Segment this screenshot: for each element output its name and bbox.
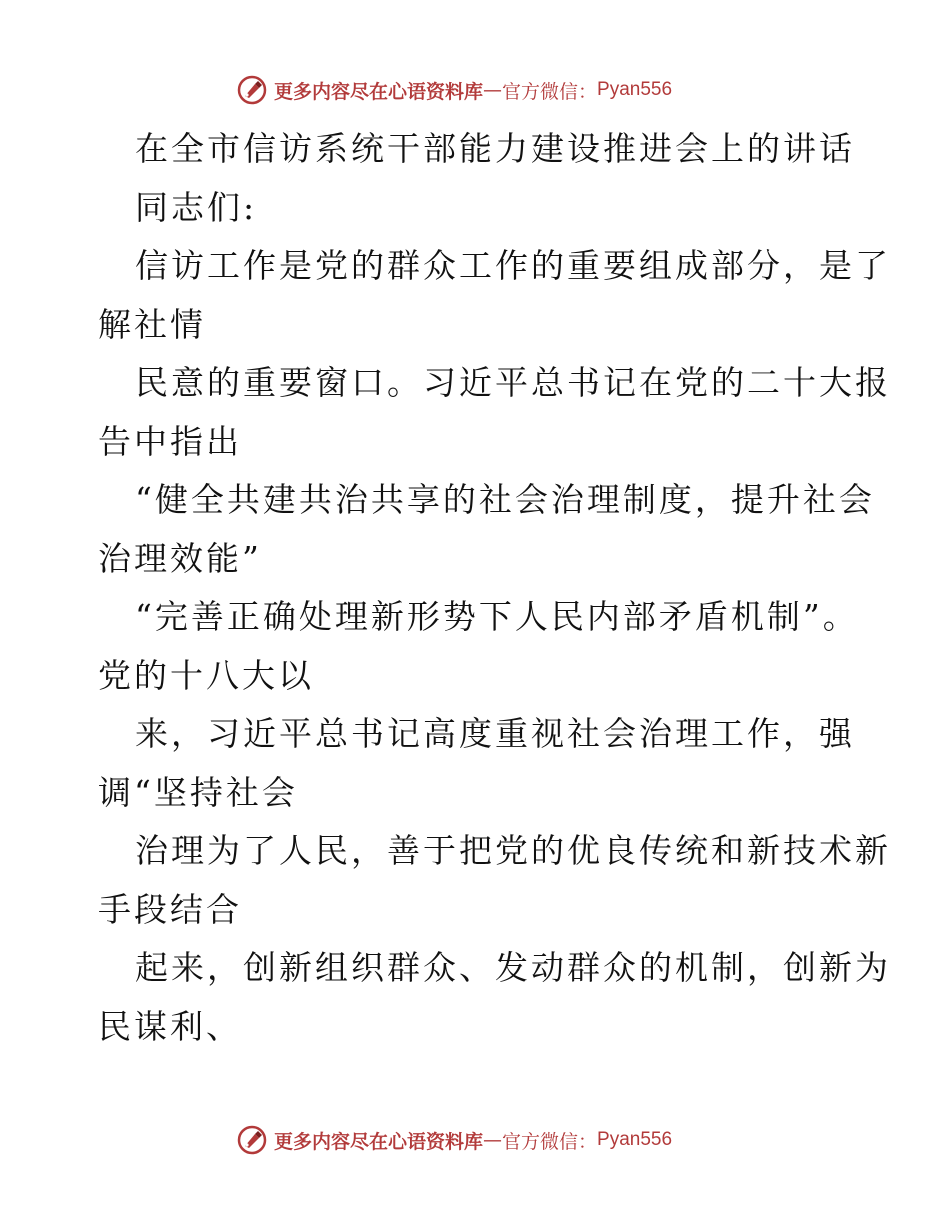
document-line: 调“坚持社会 — [98, 772, 298, 812]
document-line: “健全共建共治共享的社会治理制度，提升社会 — [135, 480, 875, 519]
watermark-wechat-id: Pyan556 — [597, 79, 673, 100]
document-title: 在全市信访系统干部能力建设推进会上的讲话 — [135, 129, 855, 168]
document-paragraphs — [98, 237, 891, 1056]
header-watermark — [236, 72, 672, 108]
watermark-dash: — — [483, 1129, 503, 1151]
document-line: 告中指出 — [98, 421, 242, 461]
watermark-official-label: 官方微信： — [502, 80, 598, 103]
document-line: 民谋利、 — [98, 1006, 242, 1046]
watermark-dash: — — [483, 79, 503, 101]
document-line: “完善正确处理新形势下人民内部矛盾机制”。 — [135, 597, 859, 636]
document-line: 来，习近平总书记高度重视社会治理工作，强 — [135, 714, 855, 753]
watermark-brand: 更多内容尽在心语资料库 — [274, 1130, 484, 1153]
watermark-official-label: 官方微信： — [502, 1130, 598, 1153]
document-line: 民意的重要窗口。习近平总书记在党的二十大报 — [135, 363, 891, 402]
pen-nib-seal-icon — [236, 1124, 268, 1156]
document-line: 党的十八大以 — [98, 655, 314, 695]
document-line: 信访工作是党的群众工作的重要组成部分，是了 — [135, 246, 891, 285]
document-salutation: 同志们: — [135, 187, 258, 227]
document-line: 治理效能” — [98, 538, 262, 578]
document-line: 手段结合 — [98, 889, 242, 929]
document-line: 起来，创新组织群众、发动群众的机制，创新为 — [135, 948, 891, 987]
pen-nib-seal-icon — [236, 74, 268, 106]
watermark-wechat-id: Pyan556 — [597, 1129, 673, 1150]
watermark-brand: 更多内容尽在心语资料库 — [274, 80, 484, 103]
document-body — [98, 120, 891, 1056]
footer-watermark — [236, 1122, 672, 1158]
document-line: 解社情 — [98, 304, 206, 344]
document-line: 治理为了人民，善于把党的优良传统和新技术新 — [135, 831, 891, 870]
